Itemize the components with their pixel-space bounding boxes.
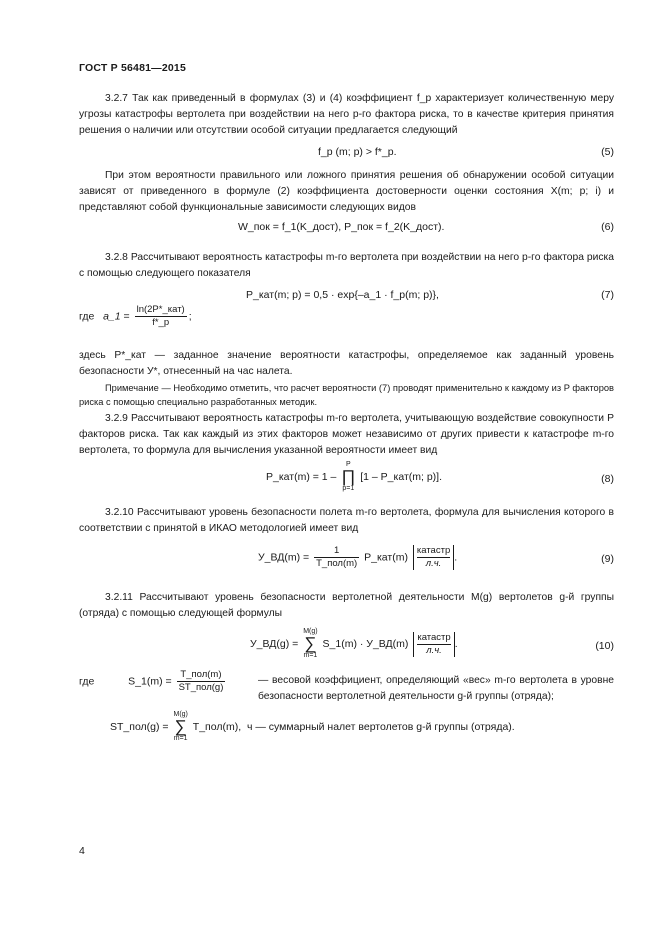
formula-5: f_p (m; p) > f*_p. <box>318 146 397 158</box>
where-s1: где S_1(m) = $\frac{\text{T\_пол(m)}}{\text{ST\_пол(g)}}$ <box>79 669 224 693</box>
paragraph-probabilities: При этом вероятности правильного или ложного принятия решения об обнаружении особой ситуации зависят от приведенного в формуле (2) коэффициента достоверности оценки состояния X(m; p; i) и представляют собой функциональные зависимости следующих видов <box>79 170 614 213</box>
product-operator: P ∏ p=1 <box>341 461 356 492</box>
formula-9-number: (9) <box>601 553 614 565</box>
where-s1-text: — весовой коэффициент, определяющий «вес» m-го вертолета в уровне безопасности вертолетной деятельности g-й группы (отряда); <box>258 675 614 702</box>
where-st: ST_пол(g) = M(g) ∑ m=1 T_пол(m), ч — суммарный налет вертолетов g-й группы (отряда). <box>110 711 515 742</box>
formula-10: У_ВД(g) = M(g) ∑ m=1 S_1(m) · У_ВД(m) катастр л.ч. . <box>250 628 458 659</box>
standard-header: ГОСТ Р 56481—2015 <box>79 62 187 74</box>
where-a1: где a_1 = $\frac{\text{ln(2P*\_кат)}}{f*\_p}$ ; <box>79 304 192 328</box>
paragraph-3-2-8: 3.2.8 Рассчитывают вероятность катастрофы m-го вертолета при воздействии на него p-го фактора риска с помощью следующего показателя <box>79 252 614 279</box>
a1-fraction: $\frac{\text{ln(2P*\_кат)}}{f*\_p}$ <box>136 304 185 328</box>
note: Примечание — Необходимо отметить, что расчет вероятности (7) проводят применительно к каждому из P факторов риска с помощью специально разработанных методик. <box>79 383 614 407</box>
sum-operator: M(g) ∑ m=1 <box>303 628 318 659</box>
formula-6: W_пок = f_1(K_дост), P_пок = f_2(K_дост). <box>238 221 445 233</box>
paragraph-3-2-11: 3.2.11 Рассчитывают уровень безопасности вертолетной деятельности M(g) вертолетов g-й группы (отряда) с помощью следующей формулы <box>79 592 614 619</box>
paragraph-here: здесь P*_кат — заданное значение вероятности катастрофы, определяемое как заданный уровень безопасности У*, отнесенный на час налета. <box>79 350 614 377</box>
formula-9: У_ВД(m) = $\frac{1}{\text{T\_пол(m)}}$ P_кат(m) катастр л.ч. . <box>258 545 458 569</box>
page-number: 4 <box>79 845 85 857</box>
paragraph-3-2-9: 3.2.9 Рассчитывают вероятность катастрофы m-го вертолета, учитывающую воздействие совокупности P факторов риска. Так как каждый из этих факторов может независимо от других привести к катастрофе m-го вертолета, то формула для вычисления указанной вероятности имеет вид <box>79 413 614 456</box>
formula-6-number: (6) <box>601 221 614 233</box>
paragraph-3-2-7: 3.2.7 Так как приведенный в формулах (3) и (4) коэффициент f_p характеризует количественную меру угрозы катастрофы вертолета при воздействии на него p-го фактора риска, то в качестве критерия принятия решения о наличии или отсутствии особой ситуации предлагается следующий <box>79 93 614 136</box>
formula-8: P_кат(m) = 1 – P ∏ p=1 [1 – P_кат(m; p)]. <box>266 461 442 492</box>
paragraph-3-2-10: 3.2.10 Рассчитывают уровень безопасности полета m-го вертолета, формула для вычисления которого в соответствии с принятой в ИКАО методологией имеет вид <box>79 507 614 534</box>
formula-8-number: (8) <box>601 473 614 485</box>
formula-5-number: (5) <box>601 146 614 158</box>
formula-7: P_кат(m; p) = 0,5 · exp{–a_1 · f_p(m; p)}, <box>246 289 439 301</box>
unit-bracket: катастр л.ч. <box>413 632 454 657</box>
formula-7-number: (7) <box>601 289 614 301</box>
unit-bracket: катастр л.ч. <box>413 545 454 570</box>
formula-10-number: (10) <box>595 640 614 652</box>
